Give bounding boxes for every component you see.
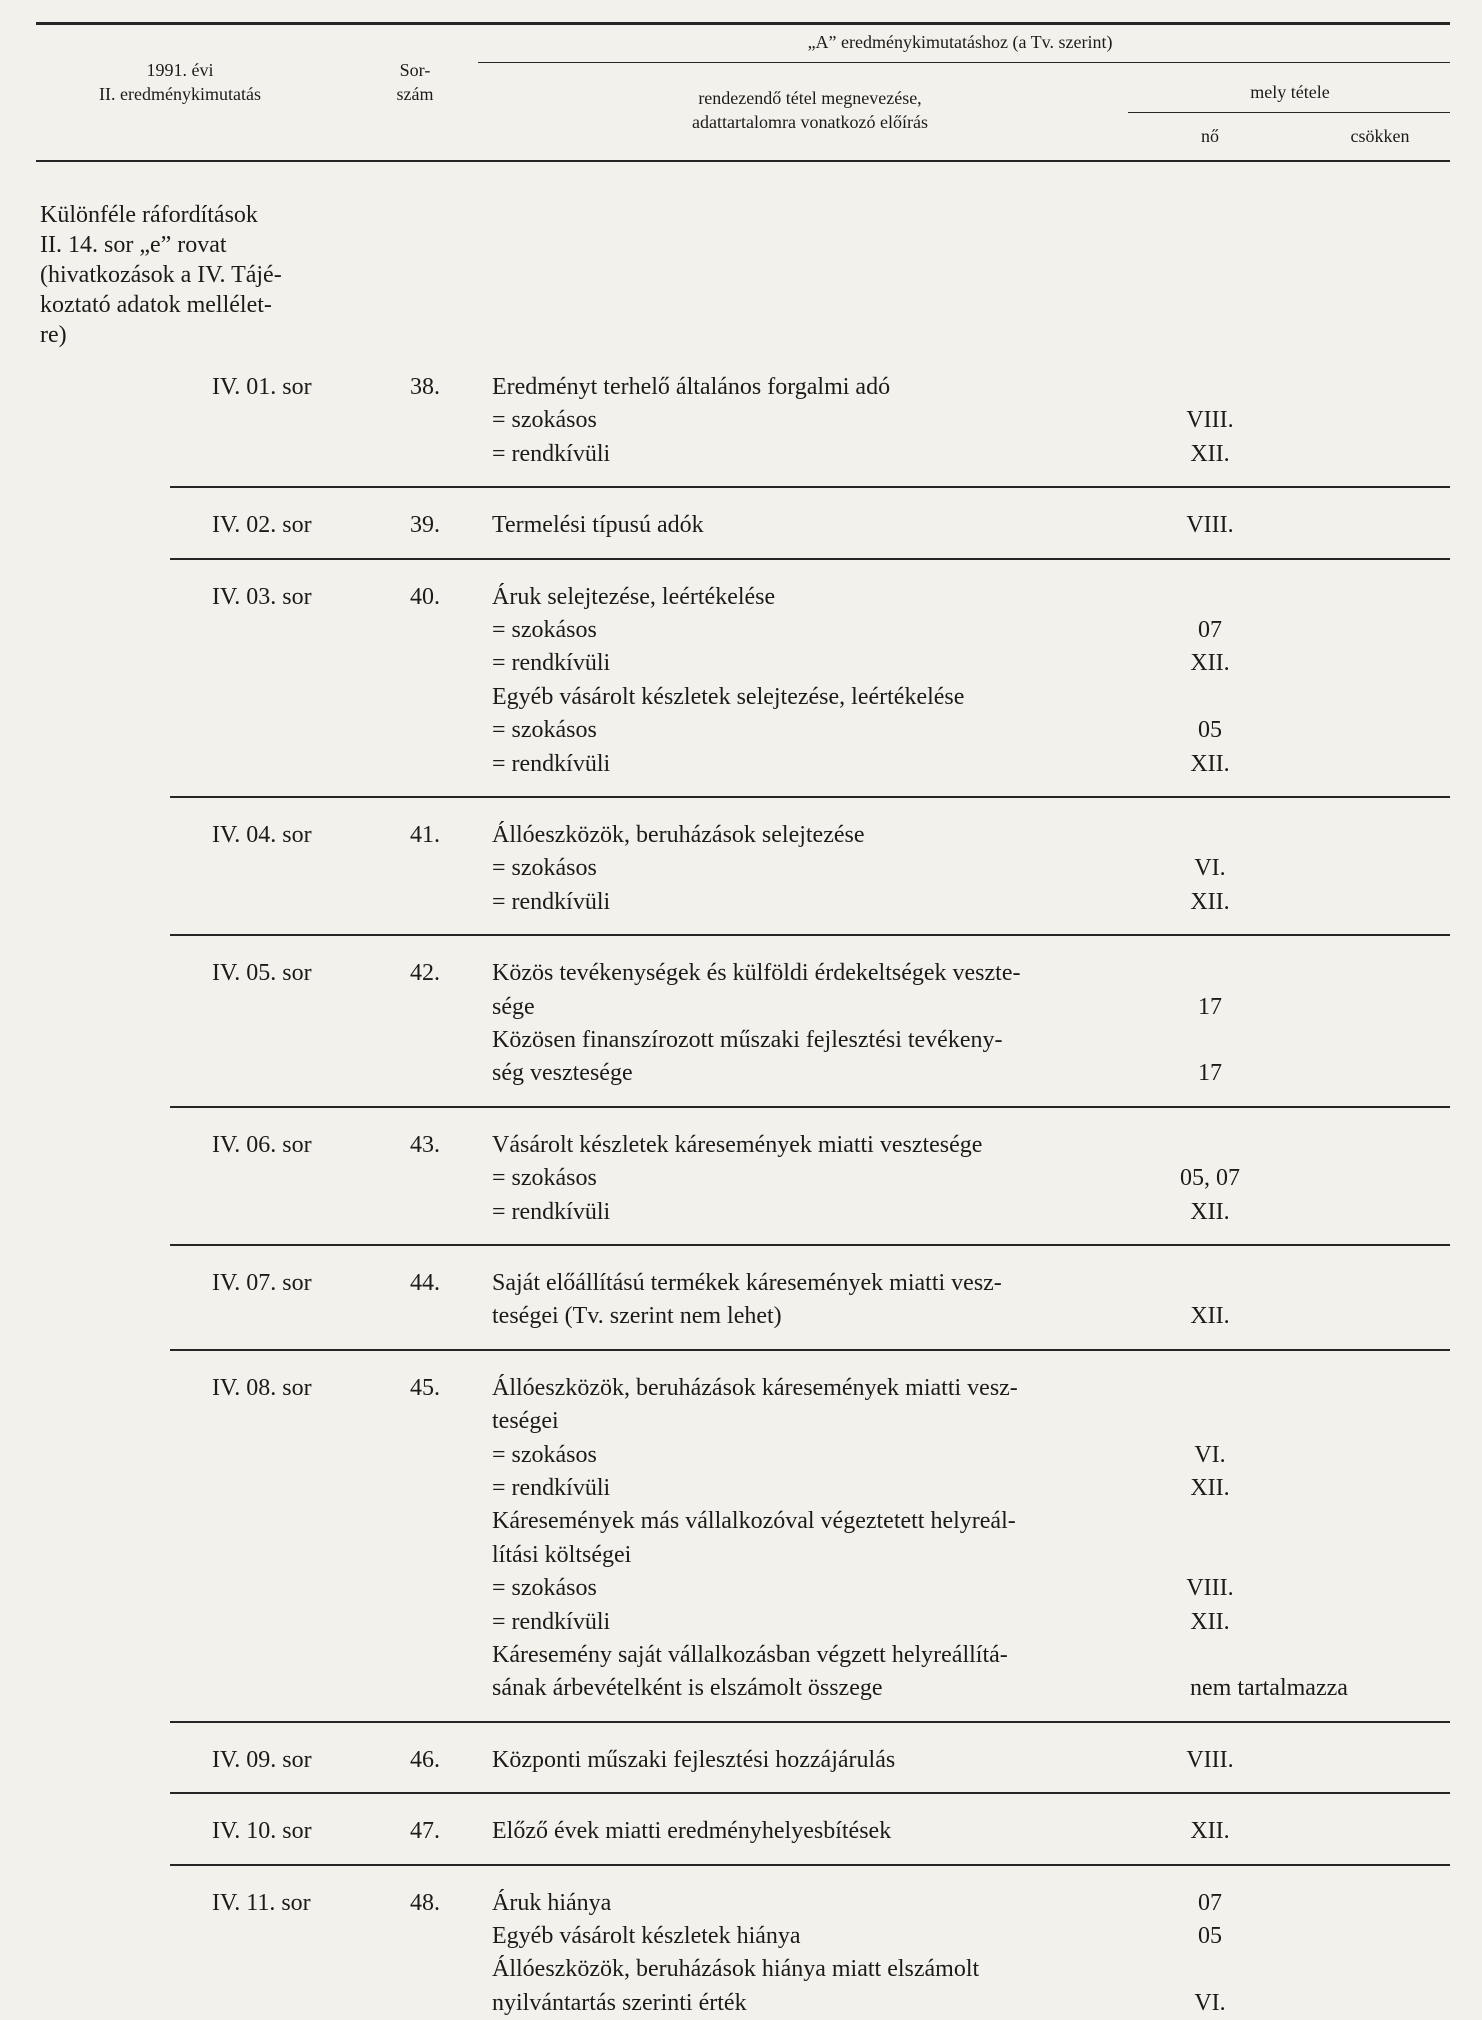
item-text: Káresemények más vállalkozóval végeztetett helyreál- bbox=[492, 1508, 1016, 1535]
header-col4-sub1: nő bbox=[1201, 126, 1219, 146]
header-group-title: „A” eredménykimutatáshoz (a Tv. szerint) bbox=[807, 32, 1113, 52]
item-text: Vásárolt készletek káresemények miatti vesztesége bbox=[492, 1131, 983, 1158]
row-reference: IV. 09. sor bbox=[212, 1746, 312, 1773]
item-text: Áruk hiánya bbox=[492, 1889, 612, 1916]
intro-line: re) bbox=[40, 322, 67, 348]
item-text: Előző évek miatti eredményhelyesbítések bbox=[492, 1818, 892, 1845]
item-value: XII. bbox=[1190, 650, 1230, 677]
item-text: Egyéb vásárolt készletek hiánya bbox=[492, 1923, 801, 1949]
header-col2 bbox=[370, 58, 460, 106]
row-separator bbox=[170, 1721, 1450, 1723]
row-reference: IV. 08. sor bbox=[212, 1374, 312, 1401]
header-col3 bbox=[560, 86, 1060, 134]
item-text: = szokásos bbox=[492, 1575, 597, 1602]
row-number: 40. bbox=[410, 583, 440, 610]
row-separator bbox=[170, 558, 1450, 560]
item-text: = szokásos bbox=[492, 1165, 597, 1192]
header-col2-line1: Sor- bbox=[399, 60, 431, 80]
row-reference: IV. 04. sor bbox=[212, 822, 312, 848]
item-text: sége bbox=[492, 993, 535, 1020]
item-value: 05 bbox=[1198, 1923, 1222, 1949]
item-text: Közös tevékenységek és külföldi érdekeltségek veszte- bbox=[492, 960, 1021, 987]
item-text: Egyéb vásárolt készletek selejtezése, leértékelése bbox=[492, 683, 965, 710]
item-text: = rendkívüli bbox=[492, 750, 611, 777]
row-number: 42. bbox=[410, 960, 440, 987]
row-separator bbox=[170, 486, 1450, 488]
item-value: 05, 07 bbox=[1180, 1165, 1240, 1192]
top-rule bbox=[36, 22, 1450, 25]
item-text: Termelési típusú adók bbox=[492, 512, 704, 539]
header-col1-line1: 1991. évi bbox=[146, 60, 214, 80]
row-separator bbox=[170, 1864, 1450, 1866]
item-value: XII. bbox=[1190, 888, 1230, 915]
row-reference: IV. 03. sor bbox=[212, 583, 312, 610]
item-text: nyilvántartás szerinti érték bbox=[492, 1989, 747, 2016]
item-value: VI. bbox=[1194, 855, 1226, 882]
item-value: XII. bbox=[1190, 440, 1230, 467]
row-number: 46. bbox=[410, 1746, 440, 1773]
item-text: = rendkívüli bbox=[492, 1198, 611, 1225]
row-separator bbox=[170, 1792, 1450, 1794]
row-reference: IV. 02. sor bbox=[212, 512, 312, 539]
header-col4-title: mely tétele bbox=[1250, 82, 1330, 102]
row-number: 39. bbox=[410, 512, 440, 539]
item-value: XII. bbox=[1190, 1198, 1230, 1225]
item-value: 17 bbox=[1198, 1060, 1222, 1087]
item-value: nem tartalmazza bbox=[1190, 1675, 1348, 1702]
item-value: XII. bbox=[1190, 1608, 1230, 1635]
item-text: Állóeszközök, beruházások káresemények miatti vesz- bbox=[492, 1374, 1018, 1401]
item-value: XII. bbox=[1190, 1818, 1230, 1845]
row-reference: IV. 07. sor bbox=[212, 1270, 312, 1296]
item-text: Eredményt terhelő általános forgalmi adó bbox=[492, 374, 891, 400]
item-text: Áruk selejtezése, leértékelése bbox=[492, 583, 776, 610]
row-number: 43. bbox=[410, 1131, 440, 1158]
row-separator bbox=[170, 934, 1450, 936]
item-value: VIII. bbox=[1186, 407, 1234, 434]
item-value: 05 bbox=[1198, 717, 1222, 744]
item-value: 07 bbox=[1198, 1889, 1222, 1916]
row-reference: IV. 06. sor bbox=[212, 1131, 312, 1158]
intro-block bbox=[40, 200, 282, 350]
item-text: sának árbevételként is elszámolt összege bbox=[492, 1675, 883, 1702]
row-number: 44. bbox=[410, 1270, 440, 1296]
group-rule bbox=[478, 62, 1450, 63]
item-text: Állóeszközök, beruházások selejtezése bbox=[492, 822, 865, 848]
header-col4-sub2: csökken bbox=[1350, 126, 1410, 146]
item-text: Központi műszaki fejlesztési hozzájárulás bbox=[492, 1746, 896, 1773]
row-reference: IV. 05. sor bbox=[212, 960, 312, 987]
item-text: = szokásos bbox=[492, 407, 597, 434]
header-bottom-rule bbox=[36, 160, 1450, 162]
item-value: 07 bbox=[1198, 617, 1222, 643]
header-col3-line1: rendezendő tétel megnevezése, bbox=[698, 88, 922, 108]
row-separator bbox=[170, 1106, 1450, 1108]
item-text: = szokásos bbox=[492, 1441, 597, 1468]
item-text: Állóeszközök, beruházások hiánya miatt elszámolt bbox=[492, 1956, 980, 1983]
item-text: = rendkívüli bbox=[492, 1608, 611, 1635]
col4-rule bbox=[1128, 112, 1450, 113]
item-value: 17 bbox=[1198, 993, 1222, 1020]
row-number: 47. bbox=[410, 1818, 440, 1845]
item-value: VIII. bbox=[1186, 512, 1234, 539]
intro-line: koztató adatok mellélet- bbox=[40, 292, 272, 318]
row-number: 48. bbox=[410, 1889, 440, 1916]
item-text: = rendkívüli bbox=[492, 888, 611, 915]
row-number: 38. bbox=[410, 374, 440, 400]
row-reference: IV. 11. sor bbox=[212, 1889, 311, 1916]
header-col3-line2: adattartalomra vonatkozó előírás bbox=[692, 112, 928, 132]
item-value: VIII. bbox=[1186, 1746, 1234, 1773]
header-col1-line2: II. eredménykimutatás bbox=[99, 84, 261, 104]
item-value: XII. bbox=[1190, 750, 1230, 777]
intro-line: Különféle ráfordítások bbox=[40, 202, 258, 228]
item-text: Káresemény saját vállalkozásban végzett helyreállítá- bbox=[492, 1642, 1008, 1668]
row-separator bbox=[170, 1244, 1450, 1246]
item-text: teségei bbox=[492, 1408, 559, 1435]
item-text: = rendkívüli bbox=[492, 440, 611, 467]
item-value: XII. bbox=[1190, 1475, 1230, 1501]
item-text: = szokásos bbox=[492, 717, 597, 744]
header-col2-line2: szám bbox=[396, 84, 434, 104]
row-number: 41. bbox=[410, 822, 440, 848]
item-text: = rendkívüli bbox=[492, 650, 611, 677]
header-col1 bbox=[60, 58, 300, 106]
intro-line: II. 14. sor „e” rovat bbox=[40, 232, 227, 258]
item-value: VI. bbox=[1194, 1989, 1226, 2016]
item-text: Saját előállítású termékek káresemények miatti vesz- bbox=[492, 1270, 1002, 1296]
row-reference: IV. 10. sor bbox=[212, 1818, 312, 1845]
item-value: VIII. bbox=[1186, 1575, 1234, 1602]
row-reference: IV. 01. sor bbox=[212, 374, 312, 400]
item-value: VI. bbox=[1194, 1441, 1226, 1468]
item-text: Közösen finanszírozott műszaki fejlesztési tevékeny- bbox=[492, 1027, 1003, 1053]
item-text: = szokásos bbox=[492, 617, 597, 643]
item-text: = szokásos bbox=[492, 855, 597, 882]
row-number: 45. bbox=[410, 1374, 440, 1401]
item-value: XII. bbox=[1190, 1303, 1230, 1330]
item-text: ség vesztesége bbox=[492, 1060, 633, 1087]
intro-line: (hivatkozások a IV. Tájé- bbox=[40, 262, 282, 288]
item-text: = rendkívüli bbox=[492, 1475, 611, 1501]
item-text: lítási költségei bbox=[492, 1541, 632, 1568]
row-separator bbox=[170, 1349, 1450, 1351]
item-text: teségei (Tv. szerint nem lehet) bbox=[492, 1303, 782, 1330]
row-separator bbox=[170, 796, 1450, 798]
